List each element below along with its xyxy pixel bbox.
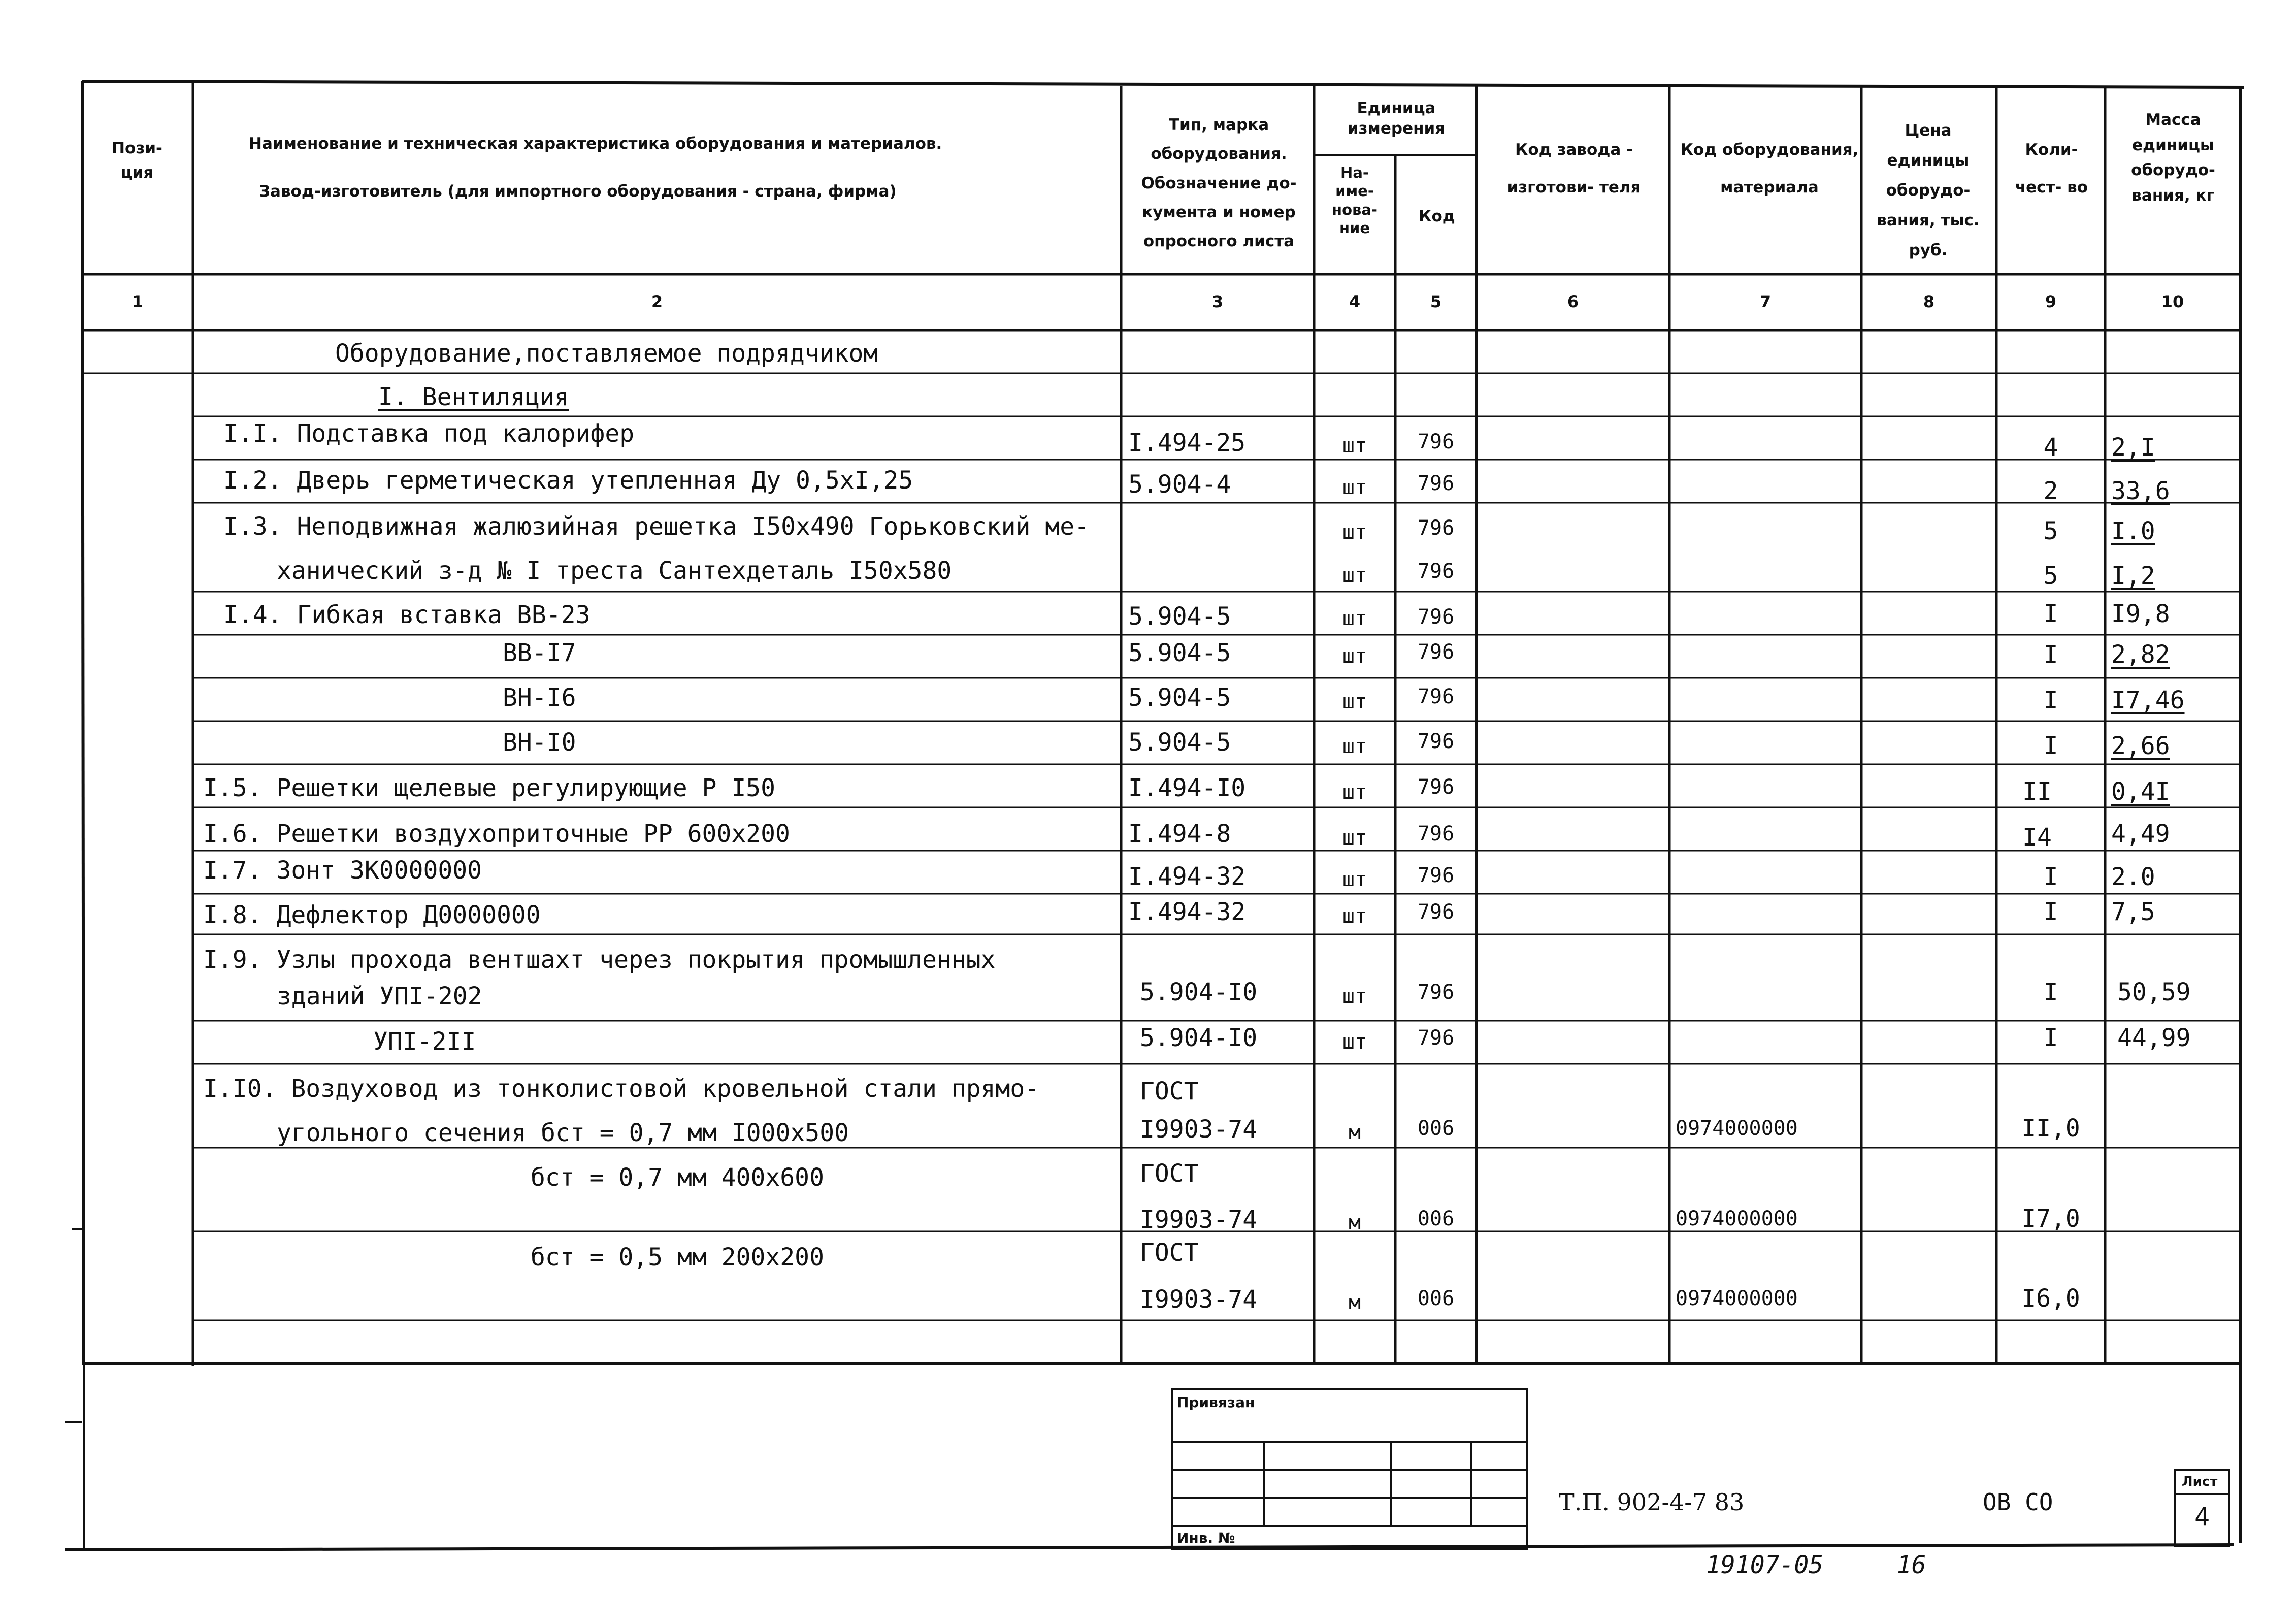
table-row-name: ханический з-д № I треста Сантехдеталь I50x580 [277,557,952,585]
table-row-unit: шт [1342,607,1367,630]
table-row-code: 796 [1417,560,1455,583]
table-row-name: ВН-I0 [503,728,576,757]
table-row-type: I9903-74 [1140,1285,1258,1314]
table-row-code: 006 [1417,1207,1455,1230]
table-row-unit: шт [1342,690,1367,713]
table-row-name: I.2. Дверь герметическая утепленная Ду 0,5xI,25 [223,466,913,495]
table-row-name: I.I. Подставка под калорифер [223,419,635,448]
column-number: 9 [2045,292,2057,311]
table-row-name: I.6. Решетки воздухоприточные РР 600x200 [203,820,790,848]
stamp-sheet-label: Лист [2182,1474,2218,1489]
column-number: 6 [1567,292,1579,311]
header-material-code: Код оборудования, материала [1680,141,1859,197]
table-row-code: 796 [1417,1026,1455,1050]
stamp-inventory-label: Инв. № [1177,1530,1235,1546]
table-row-quantity: I4 [2022,823,2052,852]
table-row-name: I.I0. Воздуховод из тонколистовой кровельной стали прямо- [203,1075,1040,1103]
table-row-unit: шт [1342,1030,1367,1054]
table-row-name: I.9. Узлы прохода вентшахт через покрытия промышленных [203,946,996,974]
table-row-quantity: 4 [2043,433,2058,462]
table-row-quantity: 2 [2043,477,2058,505]
table-row-type: 5.904-5 [1128,602,1231,631]
table-row-type: 5.904-5 [1128,684,1231,712]
table-row-mass: 33,6 [2111,477,2170,505]
table-row-unit: шт [1342,826,1367,850]
table-row-unit: шт [1342,521,1367,544]
table-row-unit: м [1348,1291,1361,1314]
stamp-bound-label: Привязан [1177,1394,1255,1411]
stamp-document-number: Т.П. 902-4-7 83 [1559,1488,1745,1516]
table-row-mass: 2,82 [2111,640,2170,669]
table-row-name: I.7. Зонт ЗК0000000 [203,856,482,885]
table-row-type: ГОСТ [1140,1159,1199,1188]
table-row-quantity: I [2043,978,2058,1006]
header-quantity: Коли- чест- во [2015,141,2088,197]
table-row-code: 796 [1417,605,1455,629]
table-row-code: 006 [1417,1117,1455,1140]
table-row-material-code: 0974000000 [1676,1287,1798,1310]
table-row-type: 5.904-I0 [1140,1024,1258,1052]
table-row-material-code: 0974000000 [1676,1117,1798,1140]
header-unit: Единица измерения [1347,99,1446,138]
table-row-quantity: II,0 [2021,1114,2080,1143]
table-row-code: 796 [1417,430,1455,453]
table-row-unit: шт [1342,904,1367,928]
stamp-sheet-number: 4 [2194,1502,2210,1532]
table-row-mass: 2,I [2111,433,2155,462]
table-row-type: I.494-32 [1128,862,1246,891]
table-row-type: I.494-32 [1128,898,1246,926]
table-row-quantity: I [2043,640,2058,669]
table-row-unit: шт [1342,644,1367,668]
table-row-name: I.3. Неподвижная жалюзийная решетка I50x490 Горьковский ме- [223,512,1090,541]
table-row-mass: 0,4I [2111,777,2170,806]
header-mass: Масса единицы оборудо- вания, кг [2131,111,2215,205]
table-row-unit: шт [1342,781,1367,804]
table-row-code: 796 [1417,516,1455,540]
table-row-quantity: I [2043,898,2058,926]
table-row-unit: м [1348,1211,1361,1235]
table-row-code: 796 [1417,472,1455,495]
table-row-quantity: I [2043,863,2058,891]
table-row-name: Оборудование,поставляемое подрядчиком [335,339,878,368]
table-row-quantity: II [2022,777,2052,806]
table-row-mass: 50,59 [2117,978,2191,1006]
table-row-unit: шт [1342,985,1367,1008]
table-row-type: I9903-74 [1140,1115,1258,1144]
header-type: Тип, марка оборудования. Обозначение до- кумента и номер опросного листа [1141,116,1297,251]
table-row-mass: 4,49 [2111,820,2170,848]
table-row-name: ВВ-I7 [503,639,576,667]
table-row-mass: I9,8 [2111,600,2170,628]
column-number: 8 [1923,292,1935,311]
header-plant-code: Код завода - изготови- теля [1507,141,1641,197]
table-row-code: 796 [1417,775,1455,799]
header-name-line2: Завод-изготовитель (для импортного оборудования - страна, фирма) [259,182,897,201]
table-row-quantity: I [2043,732,2058,760]
table-row-name: ВН-I6 [503,684,576,712]
column-number: 2 [651,292,663,311]
table-row-name: угольного сечения бст = 0,7 мм I000x500 [277,1119,849,1147]
table-row-type: ГОСТ [1140,1077,1199,1106]
table-row-unit: шт [1342,434,1367,458]
table-row-quantity: I6,0 [2021,1284,2080,1313]
table-row-name: I. Вентиляция [378,383,569,411]
header-price: Цена единицы оборудо- вания, тыс. руб. [1877,121,1980,259]
table-row-type: I9903-74 [1140,1206,1258,1234]
header-unit-code: Код [1419,207,1455,225]
table-row-name: I.5. Решетки щелевые регулирующие Р I50 [203,774,776,802]
column-number: 7 [1759,292,1772,311]
table-row-type: 5.904-4 [1128,470,1231,499]
table-row-unit: шт [1342,564,1367,587]
table-row-type: I.494-25 [1128,429,1246,457]
table-row-code: 796 [1417,900,1455,924]
table-row-unit: м [1348,1121,1361,1144]
table-row-code: 796 [1417,822,1455,846]
column-number: 4 [1349,292,1361,311]
table-row-quantity: 5 [2043,517,2058,545]
table-row-name: бст = 0,7 мм 400x600 [531,1163,824,1192]
table-row-quantity: I7,0 [2021,1205,2080,1233]
table-row-name: I.4. Гибкая вставка ВВ-23 [223,601,591,629]
bottom-note: 19107-05 16 [1706,1551,1926,1579]
column-number: 3 [1211,292,1224,311]
table-row-material-code: 0974000000 [1676,1207,1798,1230]
table-row-mass: I.0 [2111,517,2155,545]
header-unit-name: На- име- нова- ние [1332,164,1377,237]
table-row-quantity: I [2043,686,2058,714]
table-row-quantity: I [2043,1024,2058,1052]
table-row-mass: 44,99 [2117,1024,2191,1052]
table-row-type: 5.904-I0 [1140,978,1258,1006]
column-number: 5 [1430,292,1442,311]
column-number: 10 [2161,292,2184,311]
table-row-unit: шт [1342,735,1367,758]
table-row-type: 5.904-5 [1128,639,1231,667]
table-row-code: 796 [1417,640,1455,664]
column-number: 1 [132,292,144,311]
table-row-mass: 7,5 [2111,898,2155,926]
table-row-code: 006 [1417,1287,1455,1310]
table-row-code: 796 [1417,864,1455,887]
table-row-name: I.8. Дефлектор Д0000000 [203,901,541,929]
header-name-line1: Наименование и техническая характеристика оборудования и материалов. [249,135,942,153]
table-row-mass: I,2 [2111,562,2155,590]
header-position: Пози- ция [112,139,162,182]
table-row-code: 796 [1417,981,1455,1004]
table-row-name: УПI-2II [373,1027,476,1056]
table-row-type: ГОСТ [1140,1239,1199,1267]
table-row-code: 796 [1417,685,1455,708]
table-row-unit: шт [1342,476,1367,499]
table-row-mass: 2.0 [2111,863,2155,891]
table-row-mass: 2,66 [2111,732,2170,760]
table-row-code: 796 [1417,730,1455,753]
table-row-type: I.494-I0 [1128,774,1246,802]
table-row-quantity: I [2043,600,2058,628]
table-row-unit: шт [1342,868,1367,891]
table-row-quantity: 5 [2043,562,2058,590]
stamp-document-code: ОВ СО [1983,1488,2053,1516]
table-row-type: I.494-8 [1128,820,1231,848]
table-row-name: зданий УПI-202 [277,982,482,1011]
table-row-name: бст = 0,5 мм 200x200 [531,1243,824,1272]
table-row-type: 5.904-5 [1128,728,1231,757]
table-row-mass: I7,46 [2111,686,2185,714]
